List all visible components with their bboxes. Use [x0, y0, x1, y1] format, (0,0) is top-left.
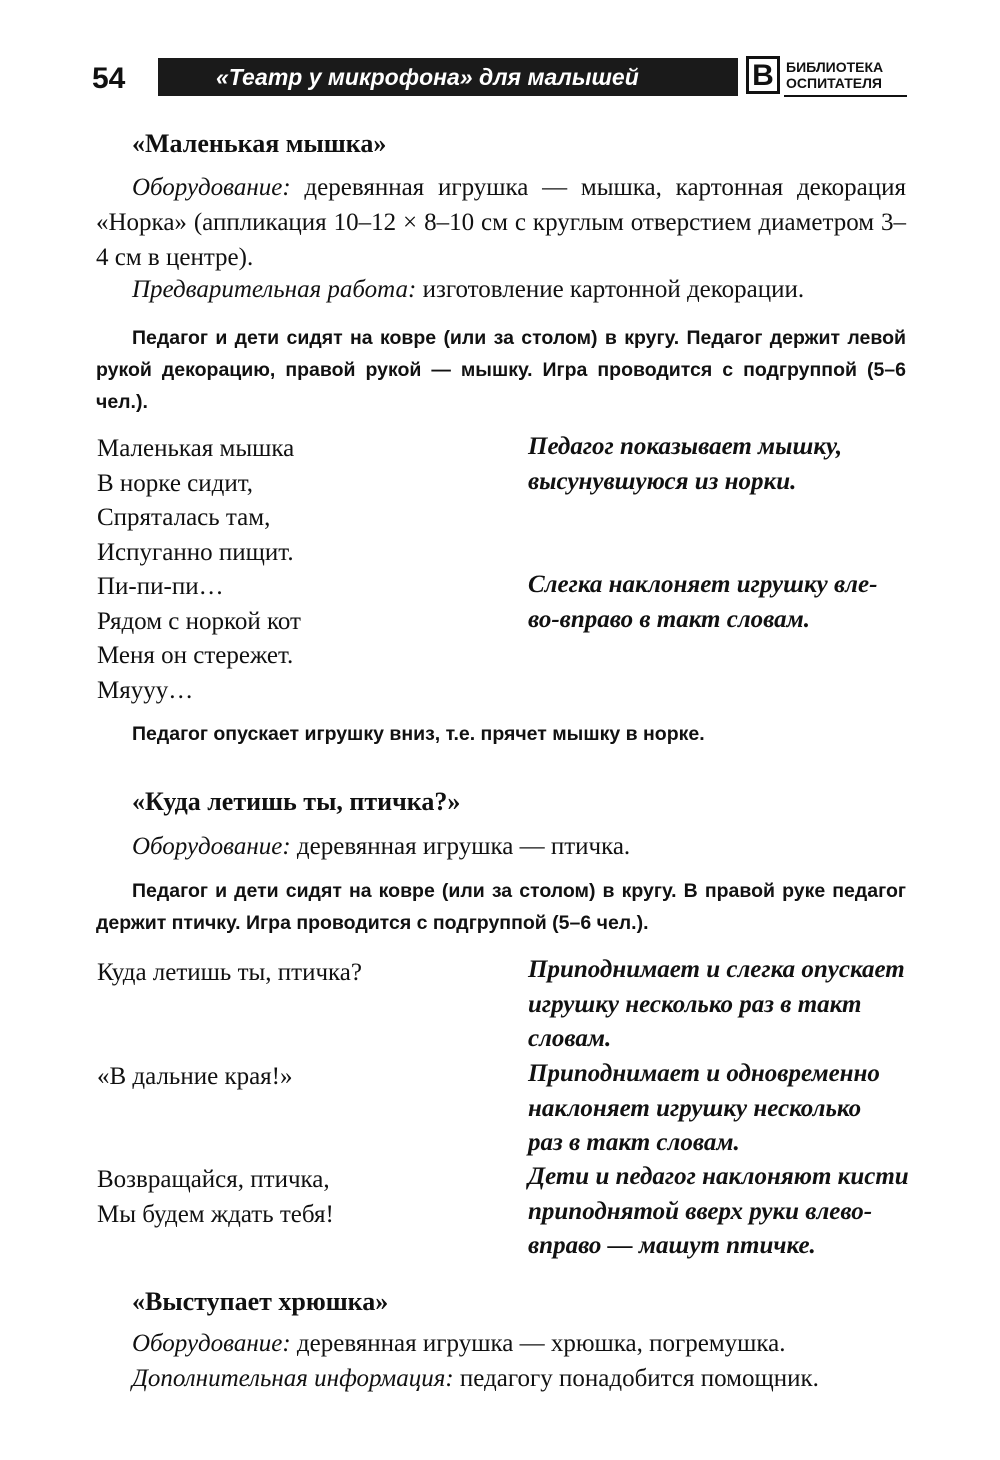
- mouse-equipment-text: деревянная игрушка — мышка, картонная декорация «Норка» (аппликация 10–12 × 8–10 см с круглым отверстием диаметром 3–4 см в центре).: [96, 174, 906, 271]
- direction-line: наклоняет игрушку несколько: [528, 1094, 862, 1122]
- logo-underline: [784, 95, 907, 97]
- piggy-info-text: педагогу понадобится помощник.: [453, 1365, 819, 1392]
- bird-verse-3: [97, 1163, 334, 1232]
- bird-title: «Куда летишь ты, птичка?»: [132, 787, 461, 816]
- verse-line: Спряталась там,: [97, 504, 271, 531]
- direction-line: раз в такт словам.: [528, 1129, 740, 1156]
- mouse-prep: [96, 272, 906, 307]
- bird-equipment-text: деревянная игрушка — птичка.: [290, 833, 631, 860]
- bird-direction-3: [528, 1160, 909, 1264]
- bird-verse-1: [97, 956, 362, 991]
- verse-line: Рядом с норкой кот: [97, 607, 301, 635]
- direction-line: Дети и педагог наклоняют кисти: [528, 1163, 909, 1190]
- mouse-title: «Маленькая мышка»: [132, 129, 387, 158]
- bird-direction-1: [528, 953, 905, 1057]
- direction-line: Педагог показывает мышку,: [528, 433, 843, 460]
- direction-line: Слегка наклоняет игрушку вле-: [528, 571, 878, 598]
- verse-line: В норке сидит,: [97, 469, 254, 497]
- direction-line: игрушку несколько раз в такт: [528, 990, 862, 1018]
- logo-letter: В: [746, 56, 780, 94]
- direction-line: приподнятой вверх руки влево-: [528, 1197, 873, 1225]
- piggy-equipment-label: Оборудование:: [132, 1330, 291, 1357]
- verse-line: Испуганно пищит.: [97, 538, 294, 566]
- verse-line: «В дальние края!»: [97, 1063, 293, 1090]
- mouse-equipment-label: Оборудование:: [132, 174, 291, 201]
- mouse-equipment: [96, 170, 906, 275]
- page-number: 54: [92, 62, 126, 95]
- verse-line: Меня он стережет.: [97, 642, 294, 669]
- mouse-prep-text: изготовление картонной декорации.: [416, 276, 805, 303]
- piggy-equipment-text: деревянная игрушка — хрюшка, погремушка.: [290, 1330, 786, 1357]
- mouse-setup: Педагог и дети сидят на ковре (или за столом) в кругу. Педагог держит левой рукой декорацию, правой рукой — мышку. Игра проводится с подгруппой (5–6 чел.).: [96, 327, 906, 413]
- direction-line: Приподнимает и одновременно: [528, 1060, 880, 1087]
- mouse-verses: [97, 432, 301, 708]
- mouse-closing: Педагог опускает игрушку вниз, т.е. прячет мышку в норке.: [132, 723, 705, 745]
- verse-line: Куда летишь ты, птичка?: [97, 959, 363, 986]
- running-header: [92, 52, 907, 102]
- verse-line: Маленькая мышка: [97, 435, 295, 462]
- piggy-info: [96, 1361, 906, 1396]
- bird-setup: Педагог и дети сидят на ковре (или за столом) в кругу. В правой руке педагог держит птичку. Игра проводится с подгруппой (5–6 чел.).: [96, 880, 906, 934]
- mouse-direction-1: [528, 430, 842, 499]
- verse-line: Мы будем ждать тебя!: [97, 1200, 334, 1228]
- mouse-prep-label: Предварительная работа:: [132, 276, 417, 303]
- direction-line: вправо — машут птичке.: [528, 1232, 816, 1259]
- direction-line: словам.: [528, 1025, 612, 1052]
- direction-line: высунувшуюся из норки.: [528, 467, 797, 495]
- piggy-title: «Выступает хрюшка»: [132, 1287, 389, 1316]
- running-title: «Театр у микрофона» для малышей: [158, 58, 738, 96]
- piggy-equipment: [96, 1326, 906, 1361]
- bird-equipment: [96, 829, 906, 864]
- bird-direction-2: [528, 1057, 880, 1161]
- bird-equipment-label: Оборудование:: [132, 833, 291, 860]
- direction-line: Приподнимает и слегка опускает: [528, 956, 905, 983]
- direction-line: во-вправо в такт словам.: [528, 605, 811, 633]
- verse-line: Мяууу…: [97, 676, 194, 704]
- logo-line-2: ОСПИТАТЕЛЯ: [786, 75, 882, 91]
- mouse-direction-2: [528, 568, 877, 637]
- verse-line: Пи-пи-пи…: [97, 573, 224, 600]
- piggy-info-label: Дополнительная информация:: [132, 1365, 454, 1392]
- logo-line-1: БИБЛИОТЕКА: [786, 59, 884, 75]
- series-logo: [746, 54, 907, 100]
- verse-line: Возвращайся, птичка,: [97, 1166, 330, 1193]
- bird-verse-2: [97, 1060, 293, 1095]
